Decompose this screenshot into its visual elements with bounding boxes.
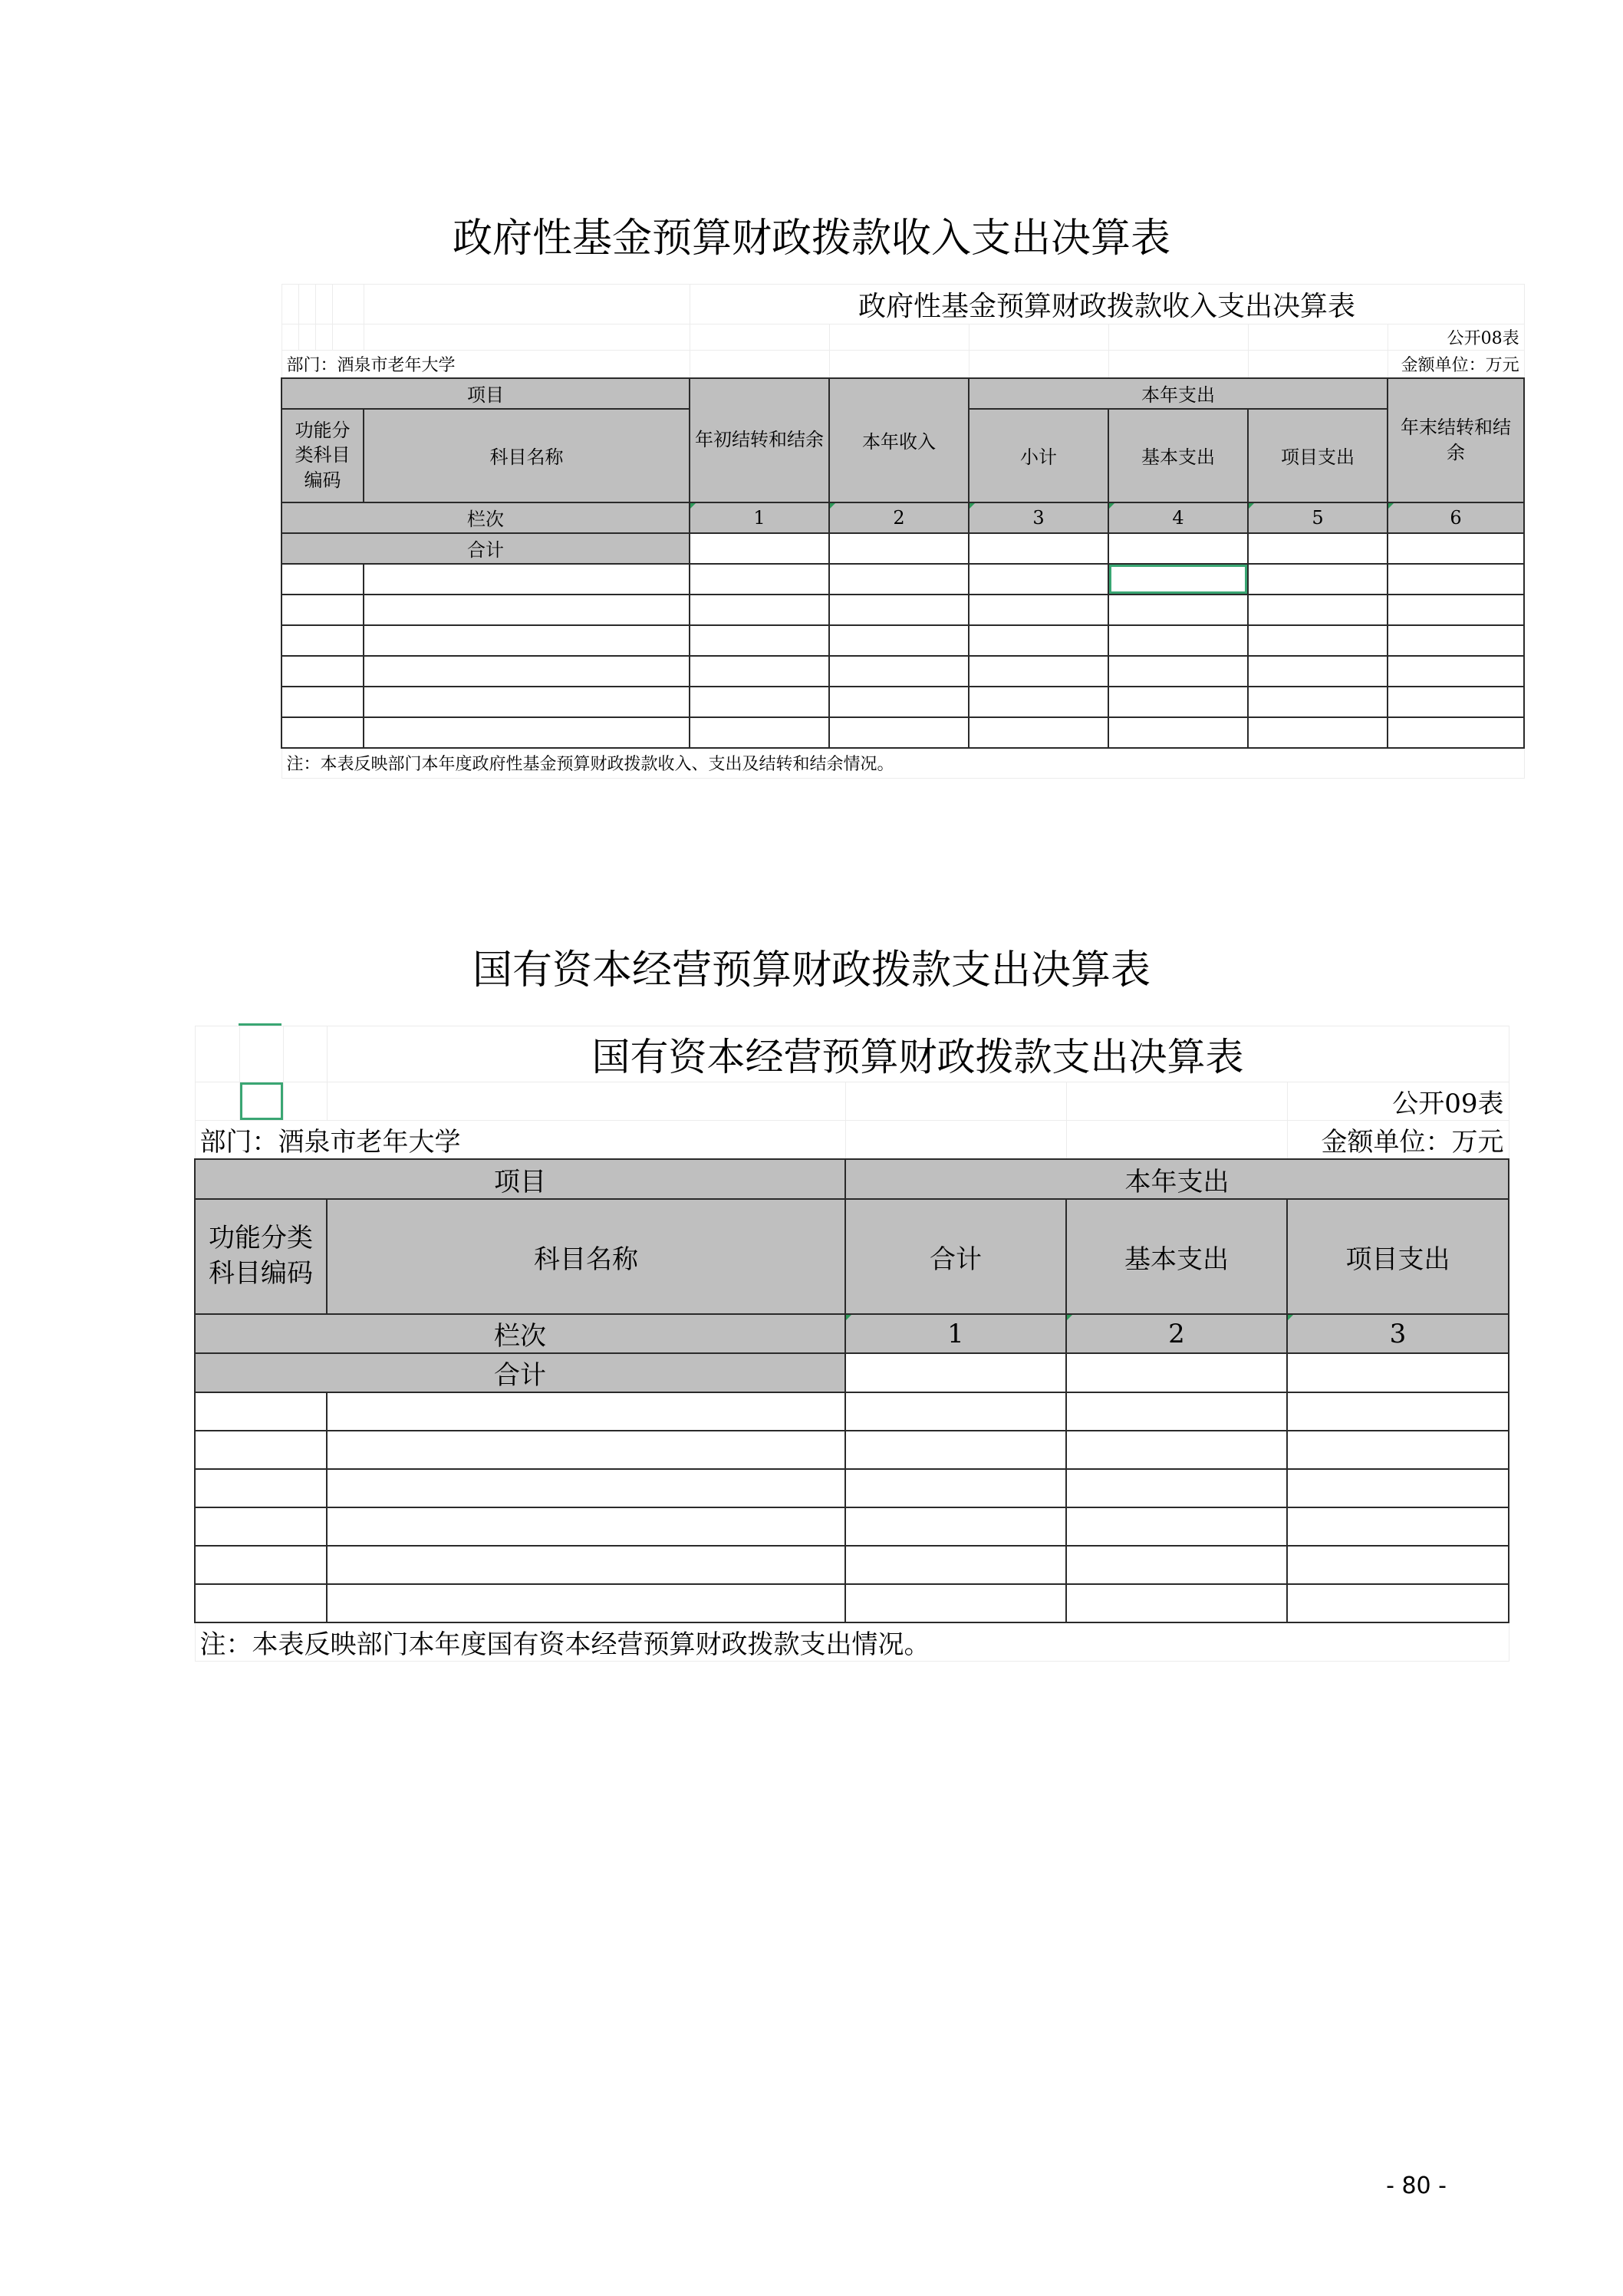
table1-cell[interactable] — [829, 717, 969, 748]
table1-header-expenditure: 本年支出 — [969, 378, 1388, 409]
table2-cell[interactable] — [1066, 1353, 1287, 1392]
table2-cell[interactable] — [845, 1584, 1066, 1622]
table1-cell[interactable] — [1388, 533, 1524, 564]
table2-cell[interactable] — [1287, 1584, 1509, 1622]
table2-form-number: 公开09表 — [1287, 1082, 1509, 1121]
table2-cell[interactable] — [1066, 1431, 1287, 1469]
table-row — [281, 717, 1524, 748]
table2-cell[interactable] — [845, 1546, 1066, 1584]
table1-header-basic: 基本支出 — [1108, 409, 1248, 502]
table1-cell[interactable] — [1108, 656, 1248, 687]
table2-cell[interactable] — [845, 1431, 1066, 1469]
table1-cell[interactable] — [829, 533, 969, 564]
table1-cell[interactable] — [281, 564, 364, 595]
table2-cell[interactable] — [195, 1507, 327, 1546]
table1-header-item: 项目 — [281, 378, 690, 409]
table1-heading: 政府性基金预算财政拨款收入支出决算表 — [452, 216, 1170, 262]
table-row — [281, 687, 1524, 717]
table1-cell[interactable] — [1248, 533, 1388, 564]
table1-cell[interactable] — [1248, 656, 1388, 687]
table2-cell[interactable] — [195, 1469, 327, 1507]
table1-amount-unit: 金额单位：万元 — [1388, 351, 1524, 378]
table1-cell[interactable] — [1248, 717, 1388, 748]
table1-cell[interactable] — [1248, 687, 1388, 717]
table1-cell[interactable] — [364, 625, 690, 656]
table1-cell[interactable] — [969, 656, 1108, 687]
table2-cell[interactable] — [327, 1507, 845, 1546]
table2-cell[interactable] — [195, 1584, 327, 1622]
table1-cell[interactable] — [1388, 656, 1524, 687]
table2-cell[interactable] — [1066, 1546, 1287, 1584]
table2-cell[interactable] — [195, 1392, 327, 1431]
table-row — [281, 656, 1524, 687]
table1-grid — [281, 284, 1525, 779]
table1-cell[interactable] — [364, 687, 690, 717]
table1-column-number: 6 — [1388, 502, 1524, 533]
table1-cell[interactable] — [690, 656, 829, 687]
table1-cell[interactable] — [690, 717, 829, 748]
table1-cell[interactable] — [969, 533, 1108, 564]
table1-cell[interactable] — [1388, 687, 1524, 717]
table1-cell[interactable] — [1388, 564, 1524, 595]
table-row — [195, 1392, 1509, 1431]
table1-cell[interactable] — [281, 717, 364, 748]
table1-column-number: 3 — [969, 502, 1108, 533]
table1-cell[interactable] — [1248, 595, 1388, 625]
table1-cell[interactable] — [1248, 564, 1388, 595]
table1-cell[interactable] — [829, 687, 969, 717]
table1-cell[interactable] — [1388, 625, 1524, 656]
table1-cell[interactable] — [969, 687, 1108, 717]
table2-cell[interactable] — [1287, 1431, 1509, 1469]
table2-cell[interactable] — [1287, 1507, 1509, 1546]
table2-cell[interactable] — [845, 1507, 1066, 1546]
table2-cell[interactable] — [1287, 1469, 1509, 1507]
table1-note: 注：本表反映部门本年度政府性基金预算财政拨款收入、支出及结转和结余情况。 — [281, 748, 1524, 779]
table2-cell[interactable] — [1066, 1392, 1287, 1431]
table2-cell[interactable] — [1066, 1469, 1287, 1507]
table2-cell[interactable] — [327, 1431, 845, 1469]
table1-cell[interactable] — [969, 717, 1108, 748]
table1-sheet — [281, 284, 1523, 779]
table2-cell[interactable] — [1287, 1546, 1509, 1584]
table1-total-row — [281, 533, 1524, 564]
table1-column-number: 4 — [1108, 502, 1248, 533]
table1-cell[interactable] — [1248, 625, 1388, 656]
table1-cell[interactable] — [690, 564, 829, 595]
table1-cell[interactable] — [690, 625, 829, 656]
table1-cell[interactable] — [281, 687, 364, 717]
table2-total-label: 合计 — [195, 1353, 845, 1392]
selection-marker — [239, 1023, 281, 1026]
table-row — [195, 1431, 1509, 1469]
table1-cell[interactable] — [829, 564, 969, 595]
table1-cell[interactable] — [281, 656, 364, 687]
table2-header-item: 项目 — [195, 1159, 845, 1199]
table2-cell[interactable] — [195, 1546, 327, 1584]
table1-header-subtotal: 小计 — [969, 409, 1108, 502]
table1-cell[interactable] — [364, 595, 690, 625]
table2-sheet-title: 国有资本经营预算财政拨款支出决算表 — [327, 1026, 1509, 1082]
table2-header-project: 项目支出 — [1287, 1199, 1509, 1314]
table1-cell[interactable] — [969, 595, 1108, 625]
table1-header-closing-balance: 年末结转和结余 — [1388, 378, 1524, 502]
table1-cell[interactable] — [690, 687, 829, 717]
table2-cell[interactable] — [845, 1469, 1066, 1507]
table-row — [195, 1507, 1509, 1546]
table1-cell[interactable] — [690, 533, 829, 564]
table2-header-total: 合计 — [845, 1199, 1066, 1314]
table1-header-subject-name: 科目名称 — [364, 409, 690, 502]
table1-cell[interactable] — [1108, 717, 1248, 748]
table1-cell[interactable] — [281, 595, 364, 625]
table2-header-subject-name: 科目名称 — [327, 1199, 845, 1314]
table2-cell[interactable] — [1287, 1353, 1509, 1392]
table1-cell[interactable] — [1108, 687, 1248, 717]
table-row — [281, 625, 1524, 656]
table1-cell[interactable] — [1388, 595, 1524, 625]
table1-column-row-label: 栏次 — [281, 502, 690, 533]
table-row — [195, 1469, 1509, 1507]
table1-cell[interactable] — [829, 656, 969, 687]
table2-sheet — [194, 1026, 1508, 1662]
table1-cell[interactable] — [1108, 625, 1248, 656]
table2-cell[interactable] — [1066, 1584, 1287, 1622]
table1-department: 部门：酒泉市老年大学 — [281, 351, 690, 378]
table2-department: 部门：酒泉市老年大学 — [195, 1121, 845, 1160]
table1-cell[interactable] — [1108, 595, 1248, 625]
table-row — [195, 1546, 1509, 1584]
table1-cell[interactable] — [1108, 533, 1248, 564]
table1-cell[interactable] — [281, 625, 364, 656]
table2-cell[interactable] — [1066, 1507, 1287, 1546]
table1-form-number: 公开08表 — [1388, 324, 1524, 351]
table1-header-project: 项目支出 — [1248, 409, 1388, 502]
table2-header-basic: 基本支出 — [1066, 1199, 1287, 1314]
table2-total-row — [195, 1353, 1509, 1392]
table2-selected-cell[interactable] — [239, 1082, 283, 1121]
table1-header-income: 本年收入 — [829, 378, 969, 502]
table1-cell[interactable] — [829, 625, 969, 656]
table2-header-expenditure: 本年支出 — [845, 1159, 1509, 1199]
table2-column-row-label: 栏次 — [195, 1314, 845, 1353]
table1-cell[interactable] — [364, 656, 690, 687]
table2-header-func-code: 功能分类科目编码 — [195, 1199, 327, 1314]
table-row — [281, 564, 1524, 595]
table1-column-number: 1 — [690, 502, 829, 533]
table2-cell[interactable] — [327, 1392, 845, 1431]
table2-cell[interactable] — [845, 1353, 1066, 1392]
table2-column-number: 2 — [1066, 1314, 1287, 1353]
table-row — [195, 1584, 1509, 1622]
table2-cell[interactable] — [195, 1431, 327, 1469]
table-row — [281, 595, 1524, 625]
table2-amount-unit: 金额单位：万元 — [1287, 1121, 1509, 1160]
table2-cell[interactable] — [1287, 1392, 1509, 1431]
table1-cell[interactable] — [829, 595, 969, 625]
table2-cell[interactable] — [327, 1469, 845, 1507]
table2-note: 注：本表反映部门本年度国有资本经营预算财政拨款支出情况。 — [195, 1622, 1509, 1662]
table1-header-func-code: 功能分类科目编码 — [281, 409, 364, 502]
table1-header-opening-balance: 年初结转和结余 — [690, 378, 829, 502]
table1-cell[interactable] — [969, 564, 1108, 595]
table2-heading: 国有资本经营预算财政拨款支出决算表 — [472, 947, 1151, 993]
table1-column-number: 5 — [1248, 502, 1388, 533]
table1-cell[interactable] — [364, 564, 690, 595]
table2-column-number: 1 — [845, 1314, 1066, 1353]
table1-column-number: 2 — [829, 502, 969, 533]
page-number: - 80 - — [1386, 2172, 1447, 2199]
table1-cell[interactable] — [364, 717, 690, 748]
table1-cell[interactable] — [1388, 717, 1524, 748]
table1-cell[interactable] — [969, 625, 1108, 656]
table2-cell[interactable] — [327, 1584, 845, 1622]
table2-column-number: 3 — [1287, 1314, 1509, 1353]
table1-sheet-title: 政府性基金预算财政拨款收入支出决算表 — [690, 285, 1524, 324]
table2-cell[interactable] — [845, 1392, 1066, 1431]
table1-selected-cell[interactable] — [1108, 564, 1248, 595]
table1-total-label: 合计 — [281, 533, 690, 564]
table2-grid — [194, 1026, 1509, 1662]
table2-cell[interactable] — [327, 1546, 845, 1584]
table1-cell[interactable] — [690, 595, 829, 625]
